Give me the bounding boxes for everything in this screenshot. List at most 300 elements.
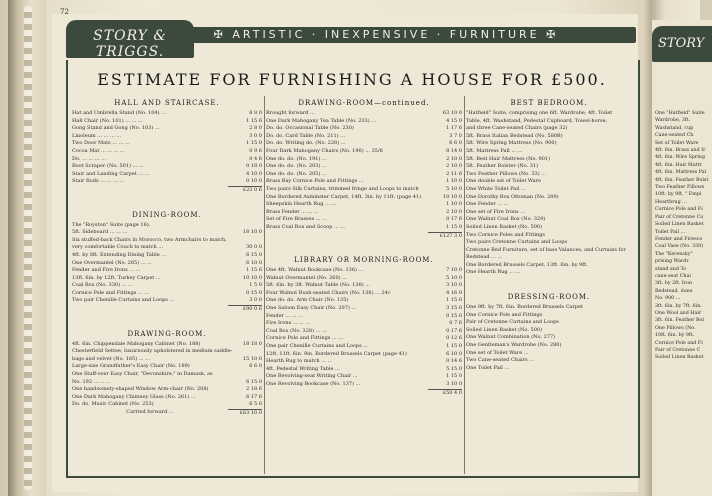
item-amount (612, 140, 632, 148)
item-amount: 1 10 0 (446, 178, 462, 185)
hall-total: £23 0 6 (72, 186, 262, 195)
item-amount: 63 10 0 (442, 110, 462, 116)
item-description: Two Cornice Poles and Fittings (466, 231, 545, 238)
list-item (266, 171, 462, 179)
list-item (72, 222, 262, 230)
list-item (72, 363, 262, 371)
column-divider (464, 96, 465, 474)
list-item (466, 125, 632, 133)
list-item (466, 194, 632, 202)
item-amount: 3 7 0 (449, 132, 462, 139)
item-description: No. 192 ... ... ... (72, 378, 112, 385)
item-amount (612, 262, 632, 270)
item-amount: 1 15 0 (246, 140, 262, 147)
item-amount (612, 201, 632, 209)
right-page-line: Cane-seated Ch (655, 133, 694, 139)
item-amount: 10 10 0 (442, 193, 462, 200)
item-description: One Bordered Brussels Carpet, 13ft. 6in. by 9ft. (466, 261, 588, 268)
item-amount: 3 0 0 (249, 297, 262, 304)
item-description: 5ft. Sideboard ... ... ... (72, 229, 128, 236)
item-amount (626, 247, 632, 255)
item-amount: 6 15 0 (246, 251, 262, 258)
item-amount (612, 350, 632, 358)
item-amount (612, 327, 632, 335)
right-page-line: Coal Vase (No. 330) (655, 244, 704, 250)
item-description: Brass Fender ... ... ... (266, 208, 319, 215)
item-amount: 4 16 0 (446, 289, 462, 296)
list-item (266, 381, 462, 389)
item-description: Cretonne Bed Furniture, set of bass Valances, and Curtains for (466, 246, 626, 253)
item-description: "Hatfield" Suite, comprising one 6ft. Wardrobe, 4ft. Toilet (466, 110, 613, 116)
item-description: bags and velvet (No. 185) ... ... (72, 355, 150, 362)
item-description: 5ft. Wire Spring Mattress (No. 900) (466, 140, 557, 147)
item-description: Fender ... ... ... (266, 312, 303, 319)
item-amount (612, 148, 632, 156)
item-description: Sheepskin Hearth Rug ... ... (266, 201, 337, 208)
list-item (466, 350, 632, 358)
item-description: very comfortable Couch to match ... (72, 244, 164, 251)
list-item (266, 201, 462, 209)
column-left (72, 96, 262, 418)
item-description: One Gentleman's Wardrobe (No. 280) (466, 342, 562, 349)
item-amount (612, 163, 632, 171)
item-amount (612, 156, 632, 164)
item-amount: 6 5 0 (249, 401, 262, 408)
list-item (72, 386, 262, 394)
item-description: Coal Box (No. 330) ... ... (72, 282, 133, 289)
item-amount (612, 216, 632, 224)
item-amount: 0 14 6 (446, 358, 462, 365)
item-description: One Stuff-over Easy Chair, "Devonshire," in Damask, as (72, 371, 213, 378)
item-description: Boot Scraper (No. 501) ... ... (72, 163, 144, 170)
item-description: Hall Chair (No. 101) ... ... ... (72, 117, 143, 124)
item-amount: 2 8 0 (249, 125, 262, 132)
item-description: Six stuffed-back Chairs in Morocco, two Armchairs to match, (72, 236, 227, 243)
list-item (266, 335, 462, 343)
item-description: 5ft. Mattress Pall ... ... (466, 147, 523, 154)
right-page-line: 4ft. 6in. Feather Bolst (655, 177, 709, 183)
dining-total: £90 0 6 (72, 305, 262, 314)
item-description: 5ft. Feather Bolster (No. 31) (466, 163, 539, 170)
item-amount: 6 6 0 (449, 140, 462, 147)
item-amount: 2 10 0 (446, 155, 462, 162)
binding-rings (24, 6, 32, 490)
drawing-cont-items (266, 110, 462, 232)
item-description: One double set of Toilet Ware (466, 178, 541, 185)
item-amount: 0 10 0 (246, 178, 262, 185)
list-item (266, 140, 462, 148)
right-page-line: One Pillows (No. (655, 325, 696, 331)
item-description: One Dark Mahogany Tea Table (No. 233) ... (266, 117, 377, 124)
right-page-lines (655, 110, 709, 362)
right-page-line: cane-seat Chai (655, 273, 691, 279)
right-page-line: Cornice Pole and Fi (655, 207, 703, 213)
item-description: The "Royston" Suite (page 16). (72, 221, 151, 228)
list-item (72, 163, 262, 171)
right-page-line: Two Feather Pillows (655, 185, 705, 191)
right-page-line: stand and To (655, 266, 687, 272)
column-middle (266, 96, 462, 397)
hall-items (72, 110, 262, 186)
list-item (72, 267, 262, 275)
item-description: Bedstead ... ... (466, 254, 503, 261)
item-amount (612, 254, 632, 262)
item-description: 5ft. Best Hair Mattress (No. 901) (466, 155, 551, 162)
logo (66, 20, 194, 58)
item-amount (612, 269, 632, 277)
list-item (466, 140, 632, 148)
item-description: One Bordered Axminster Carpet, 14ft. 3in. by 11ft. (page 41) (266, 193, 422, 200)
item-amount: 0 9 6 (249, 147, 262, 154)
item-description: Soiled Linen Basket (No. 500) (466, 223, 543, 230)
list-item (266, 267, 462, 275)
list-item (466, 163, 632, 171)
item-amount (612, 186, 632, 194)
list-item (466, 319, 632, 327)
item-amount: 3 15 0 (446, 305, 462, 312)
section-title-best-bedroom: BEST BEDROOM. (510, 99, 588, 107)
item-amount (612, 209, 632, 217)
right-page-line: 4ft. 6in. Brass and Ir (655, 148, 706, 154)
drawing-items (72, 341, 262, 409)
list-item (72, 140, 262, 148)
item-amount: 1 15 0 (446, 223, 462, 230)
item-amount: 6 15 0 (246, 378, 262, 385)
item-description: 5ft. Brass Italian Bedstead (No. 580B) (466, 132, 563, 139)
list-item (466, 178, 632, 186)
item-amount (612, 232, 632, 240)
item-amount: 0 15 0 (246, 289, 262, 296)
main-title: ESTIMATE FOR FURNISHING A HOUSE FOR £500. (97, 70, 607, 89)
list-item (266, 194, 462, 202)
item-description: Table, 4ft. Washstand, Pedestal Cupboard, Towel-horse, (466, 117, 608, 124)
right-page-line: One Wool and Hair (655, 310, 702, 316)
item-description: Do. do. Occasional Table (No. 230) (266, 125, 354, 132)
item-amount: 2 10 0 (446, 163, 462, 170)
item-amount: 0 17 6 (446, 216, 462, 223)
list-item (466, 269, 632, 277)
item-description: Two pair Chenille Curtains and Loops ... (72, 297, 175, 304)
list-item (72, 252, 262, 260)
list-item (266, 282, 462, 290)
list-item (266, 358, 462, 366)
item-description: Two Door Mats ... ... ... (72, 140, 130, 147)
item-description: One do. do. (No. 203) ... (266, 163, 327, 170)
item-amount: 1 5 0 (249, 282, 262, 289)
right-page-line: Set of Toilet Ware (655, 140, 699, 146)
list-item (266, 297, 462, 305)
item-amount: 3 10 0 (446, 282, 462, 289)
list-item (266, 305, 462, 313)
item-description: Walnut Overmantel (No. 260) ... (266, 274, 347, 281)
item-amount: 5 15 0 (446, 365, 462, 372)
item-amount: 2 18 6 (246, 386, 262, 393)
list-item (466, 232, 632, 240)
list-item (466, 171, 632, 179)
page-number: 72 (60, 8, 69, 16)
item-description: Fender and Fire Irons ... ... (72, 267, 141, 274)
item-amount: 1 15 0 (446, 343, 462, 350)
item-amount: 1 15 6 (246, 117, 262, 124)
best-bedroom-items (466, 110, 632, 277)
item-description: Do. ... ... ... ... (72, 155, 106, 162)
item-description: Do. do. Music Cabinet (No. 253) (72, 401, 154, 408)
logo-text: STORY & TRIGGS. (93, 28, 167, 60)
item-amount (612, 133, 632, 141)
list-item (266, 320, 462, 328)
item-amount: 5 10 0 (446, 274, 462, 281)
right-page-line: 10ft. by 9ft. " Empi (655, 192, 702, 198)
item-amount (612, 110, 632, 118)
item-amount: 0 18 0 (246, 163, 262, 170)
right-page-line: prising Wardr (655, 259, 689, 265)
right-page-line: 3ft. 6in. by 7ft. 6in. (655, 303, 702, 309)
item-description: Cornice Pole and Fittings ... ... (72, 289, 150, 296)
item-description: 13ft. 6in. by 12ft. Turkey Carpet ... (72, 274, 161, 281)
item-description: One do. do. (No. 191) ... (266, 155, 327, 162)
item-description: One handsomely-shaped Window Arm-chair (No. 208) (72, 386, 209, 393)
item-amount: 1 15 6 (246, 267, 262, 274)
list-item (72, 297, 262, 305)
list-item (466, 110, 632, 118)
right-page-line: 3ft. by 2ft. Iron (655, 281, 693, 287)
item-description: One pair Chenille Curtains and Loops ... (266, 343, 369, 350)
item-description: Stair Rods ... ... ... ... (72, 178, 124, 185)
right-page-line: Soiled Linen Basket (655, 355, 704, 361)
list-item (266, 366, 462, 374)
library-total: £50 4 0 (266, 389, 462, 398)
item-amount (612, 312, 632, 320)
list-item (466, 247, 632, 255)
item-amount (612, 224, 632, 232)
section-title-drawing-cont: DRAWING-ROOM—continued. (298, 99, 430, 107)
list-item (466, 304, 632, 312)
item-description: Chesterfield Settee, luxuriously upholstered in medium saddle- (72, 348, 233, 355)
section-title-dining: DINING-ROOM. (132, 210, 202, 219)
item-amount (612, 319, 632, 327)
item-amount (612, 125, 632, 133)
list-item (266, 178, 462, 186)
section-title-hall: HALL AND STAIRCASE. (114, 99, 220, 107)
right-page-line: No. 900 ... (655, 296, 681, 302)
list-item (72, 125, 262, 133)
item-description: Linoleum ... ... ... ... (72, 132, 122, 139)
list-item (466, 224, 632, 232)
item-description: Brass Coal Box and Scoop ... ... (266, 223, 346, 230)
right-page-line: One "Hatfield" Suite (655, 111, 705, 116)
list-item (266, 216, 462, 224)
item-description: and three Cane-seated Chairs (page 32) (466, 125, 568, 132)
list-item (466, 254, 632, 262)
right-page-line: Fender and Firesco (655, 236, 703, 242)
list-item (266, 163, 462, 171)
list-item (266, 328, 462, 336)
item-description: Pair of Cretonne Curtains and Loops (466, 319, 559, 326)
item-description: Two Feather Pillows (No. 33) ... (466, 170, 547, 177)
list-item (266, 351, 462, 359)
right-page-line: Toilet Pail ... (655, 229, 686, 235)
item-amount: 0 12 6 (446, 335, 462, 342)
right-page-line: Bedstead, done (655, 288, 693, 294)
item-description: Cocoa Mat ... ... ... ... (72, 147, 125, 154)
list-item (266, 186, 462, 194)
item-amount (612, 239, 632, 247)
item-amount (612, 334, 632, 342)
right-page-line: Pair of Cretonne Cu (655, 214, 704, 220)
item-amount: 5 10 0 (446, 185, 462, 192)
item-description: Four Dark Mahogany Chairs (No. 190) ... 35/6 (266, 147, 383, 154)
list-item (72, 229, 262, 237)
item-amount: 18 18 0 (242, 340, 262, 347)
right-page-line: 3ft. 6in. Feather Bol (655, 318, 704, 324)
right-page-line: Cornice Pole and Fi (655, 340, 703, 346)
item-amount: 0 15 0 (446, 312, 462, 319)
list-item (466, 262, 632, 270)
item-description: One Overmantel (No. 265) ... ... (72, 259, 152, 266)
list-item (266, 110, 462, 118)
item-amount (242, 222, 262, 230)
item-description: One Dark Mahogany Chimney Glass (No. 261) ... (72, 393, 196, 400)
list-item (266, 224, 462, 232)
right-page-line: Pair of Cretonne C (655, 348, 701, 353)
item-amount: 6 6 0 (249, 363, 262, 370)
item-amount: 6 10 0 (446, 350, 462, 357)
item-amount: 1 17 6 (446, 125, 462, 132)
item-description: 4ft. 6in. Chippendale Mahogany Cabinet (No. 188) (72, 340, 201, 347)
item-description: Fire Irons ... ... ... (266, 320, 311, 327)
item-description: Brass Bay Cornice Pole and Fittings ... (266, 178, 364, 185)
item-description: One Walnut Coal Box (No. 329) (466, 216, 546, 223)
right-page-line: Wardrobe, 3ft. (655, 118, 691, 124)
list-item (72, 244, 262, 252)
drawing-cont-total: £127 3 0 (266, 232, 462, 241)
list-item (466, 357, 632, 365)
drawing-carried: Carried forward ... £63 10 0 (126, 409, 262, 416)
item-amount (612, 365, 632, 373)
item-amount: 0 7 6 (449, 320, 462, 327)
item-description: Hearth Rug to match ... ... (266, 358, 333, 365)
right-page-line: 10ft. 6in. by 9ft. (655, 333, 695, 339)
list-item (72, 260, 262, 268)
item-description: One Toilet Pail ... (466, 364, 510, 371)
item-amount: 30 0 0 (246, 244, 262, 251)
section-title-dressing: DRESSING-ROOM. (507, 293, 591, 302)
list-item (72, 178, 262, 186)
right-page-line: 4ft. 6in. Wire Spring (655, 155, 705, 161)
item-amount (612, 178, 632, 186)
item-description: One White Toilet Pail ... (466, 185, 526, 192)
list-item (466, 342, 632, 350)
right-page-line: 4ft. 6in. Mattress Pal (655, 170, 707, 176)
item-description: One 4ft. Walnut Bookcase (No. 136) ... (266, 267, 364, 274)
item-description: Two pairs Cretonne Curtains and Loops (466, 239, 568, 246)
item-amount (242, 348, 262, 356)
item-description: Coal Box (No. 328) ... ... (266, 327, 327, 334)
item-description: One do. do. (No. 205) ... (266, 170, 327, 177)
item-amount (612, 118, 632, 126)
item-description: Do. do. Card Table (No. 211) ... (266, 132, 345, 139)
list-item (72, 237, 262, 245)
list-item (72, 290, 262, 298)
item-amount: 2 11 6 (446, 170, 462, 177)
item-description: One Saloon Easy Chair (No. 207) ... (266, 305, 357, 312)
item-description: One Cornice Pole and Fittings (466, 311, 543, 318)
list-item (466, 201, 632, 209)
item-description: Brought forward ... (266, 110, 315, 116)
right-page-line: Soiled Linen Basket (655, 222, 704, 228)
list-item (466, 334, 632, 342)
right-page-line: Hearthrug ... (655, 199, 687, 205)
list-item (266, 373, 462, 381)
item-description: Two Cane-seated Chairs ... (466, 357, 534, 364)
item-description: One Revolving Bookcase (No. 137) ... (266, 381, 361, 387)
item-amount: 4 15 0 (446, 117, 462, 124)
list-item (466, 365, 632, 373)
item-amount: 0 4 6 (249, 155, 262, 162)
item-amount: 18 10 0 (242, 229, 262, 236)
right-page-logo-text: STORY (658, 36, 705, 51)
item-description: Large-size Grandfather's Easy Chair (No. 189) (72, 363, 190, 370)
item-amount (612, 194, 632, 202)
item-description: One do. do. Arm Chair (No. 135) (266, 297, 349, 304)
right-page-line: 4ft. 6in. Hair Mattr (655, 162, 702, 168)
item-description: Do. do. Writing do. (No. 228) ... (266, 140, 346, 147)
list-item (466, 186, 632, 194)
item-description: Cornice Pole and Fittings ... ... (266, 335, 344, 342)
list-item (466, 148, 632, 156)
list-item (266, 343, 462, 351)
item-amount: 3 0 0 (249, 132, 262, 139)
list-item (72, 110, 262, 118)
dressing-items (466, 304, 632, 372)
item-amount: 0 17 6 (446, 327, 462, 334)
list-item (72, 401, 262, 409)
list-item (72, 171, 262, 179)
item-amount: 8 8 0 (249, 110, 262, 116)
list-item (72, 348, 262, 356)
list-item (72, 282, 262, 290)
list-item (466, 216, 632, 224)
item-description: Four Walnut Rush-seated Chairs (No. 136) ... 24/- (266, 289, 392, 296)
item-description: Two pairs Silk Curtains, trimmed fringe and Loops to match (266, 185, 419, 192)
item-description: One 9ft. by 7ft. 6in. Bordered Brussels Carpet (466, 304, 583, 311)
item-description: One Dorothy Box Ottoman (No. 289) (466, 193, 559, 200)
item-description: Gong Stand and Gong (No. 103) ... (72, 125, 160, 132)
item-amount: 1 15 0 (446, 297, 462, 304)
item-description: One set of Toilet Ware ... (466, 349, 529, 356)
list-item (266, 313, 462, 321)
list-item (72, 341, 262, 349)
column-divider (264, 96, 265, 474)
item-description: Stair and Landing Carpet ... ... (72, 170, 150, 177)
item-description: One Fender ... ... (466, 201, 509, 208)
item-description: Soiled Linen Basket (No. 500) (466, 326, 543, 333)
list-item (266, 209, 462, 217)
item-amount: 1 15 0 (446, 373, 462, 380)
item-amount (612, 304, 632, 312)
item-amount: 15 10 0 (242, 355, 262, 362)
item-description: Hat and Umbrella Stand (No. 104) ... (72, 110, 166, 116)
item-amount (612, 342, 632, 350)
item-description: 5ft. 6in. by 3ft. Walnut Table (No. 138) ... (266, 282, 371, 289)
header-banner (66, 20, 638, 60)
item-amount: 10 10 0 (242, 274, 262, 281)
item-amount: 6 10 0 (246, 259, 262, 266)
item-description: One Walnut Combination (No. 277) (466, 334, 556, 341)
list-item (266, 148, 462, 156)
list-item (466, 239, 632, 247)
item-amount: 6 17 6 (246, 393, 262, 400)
